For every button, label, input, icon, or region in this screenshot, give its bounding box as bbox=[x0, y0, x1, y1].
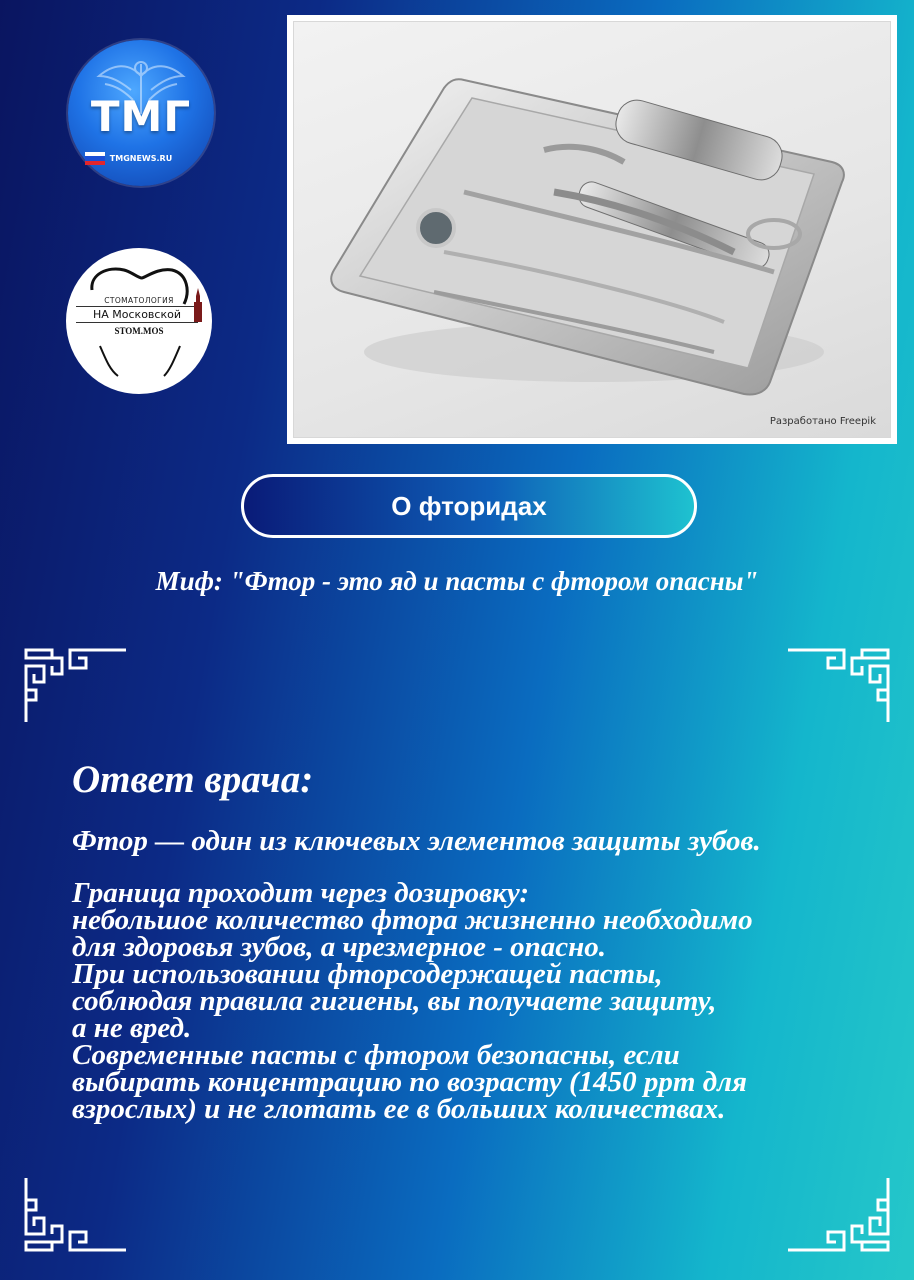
instruments-tray-illustration bbox=[294, 22, 890, 437]
ornament-corner-icon bbox=[788, 1174, 892, 1254]
answer-body bbox=[72, 877, 872, 1125]
tmg-logo bbox=[68, 40, 214, 186]
kremlin-tower-icon bbox=[192, 288, 204, 322]
answer-line: выбирать концентрацию по возрасту (1450 ppm для bbox=[72, 1066, 747, 1098]
topic-title-pill: О фторидах bbox=[241, 474, 697, 538]
ornament-corner-icon bbox=[22, 646, 126, 726]
clinic-logo-line1: СТОМАТОЛОГИЯ bbox=[104, 296, 174, 305]
answer-line: Граница проходит через дозировку: bbox=[72, 877, 529, 909]
clinic-logo-line3: STOM.MOS bbox=[114, 326, 164, 336]
photo-credit: Разработано Freepik bbox=[769, 416, 876, 427]
answer-line: соблюдая правила гигиены, вы получаете защиту, bbox=[72, 985, 717, 1017]
tmg-logo-text: ТМГ bbox=[90, 92, 192, 141]
answer-title: Ответ врача: bbox=[72, 758, 314, 801]
answer-line: для здоровья зубов, а чрезмерное - опасно. bbox=[72, 931, 606, 963]
answer-line: взрослых) и не глотать ее в больших количествах. bbox=[72, 1093, 726, 1125]
tooth-outline-icon bbox=[84, 260, 194, 386]
clinic-logo bbox=[66, 248, 212, 394]
answer-lead: Фтор — один из ключевых элементов защиты зубов. bbox=[72, 825, 761, 857]
clinic-logo-line2: НА Московской bbox=[76, 306, 198, 323]
answer-line: При использовании фторсодержащей пасты, bbox=[72, 958, 663, 990]
tmg-logo-site: TMGNEWS.RU bbox=[109, 154, 173, 163]
ornament-corner-icon bbox=[788, 646, 892, 726]
answer-line: а не вред. bbox=[72, 1012, 192, 1044]
answer-line: небольшое количество фтора жизненно необходимо bbox=[72, 904, 753, 936]
myth-statement: Миф: "Фтор - это яд и пасты с фтором опасны" bbox=[155, 566, 759, 596]
instruments-photo bbox=[287, 15, 897, 444]
ornament-corner-icon bbox=[22, 1174, 126, 1254]
answer-line: Современные пасты с фтором безопасны, если bbox=[72, 1039, 680, 1071]
